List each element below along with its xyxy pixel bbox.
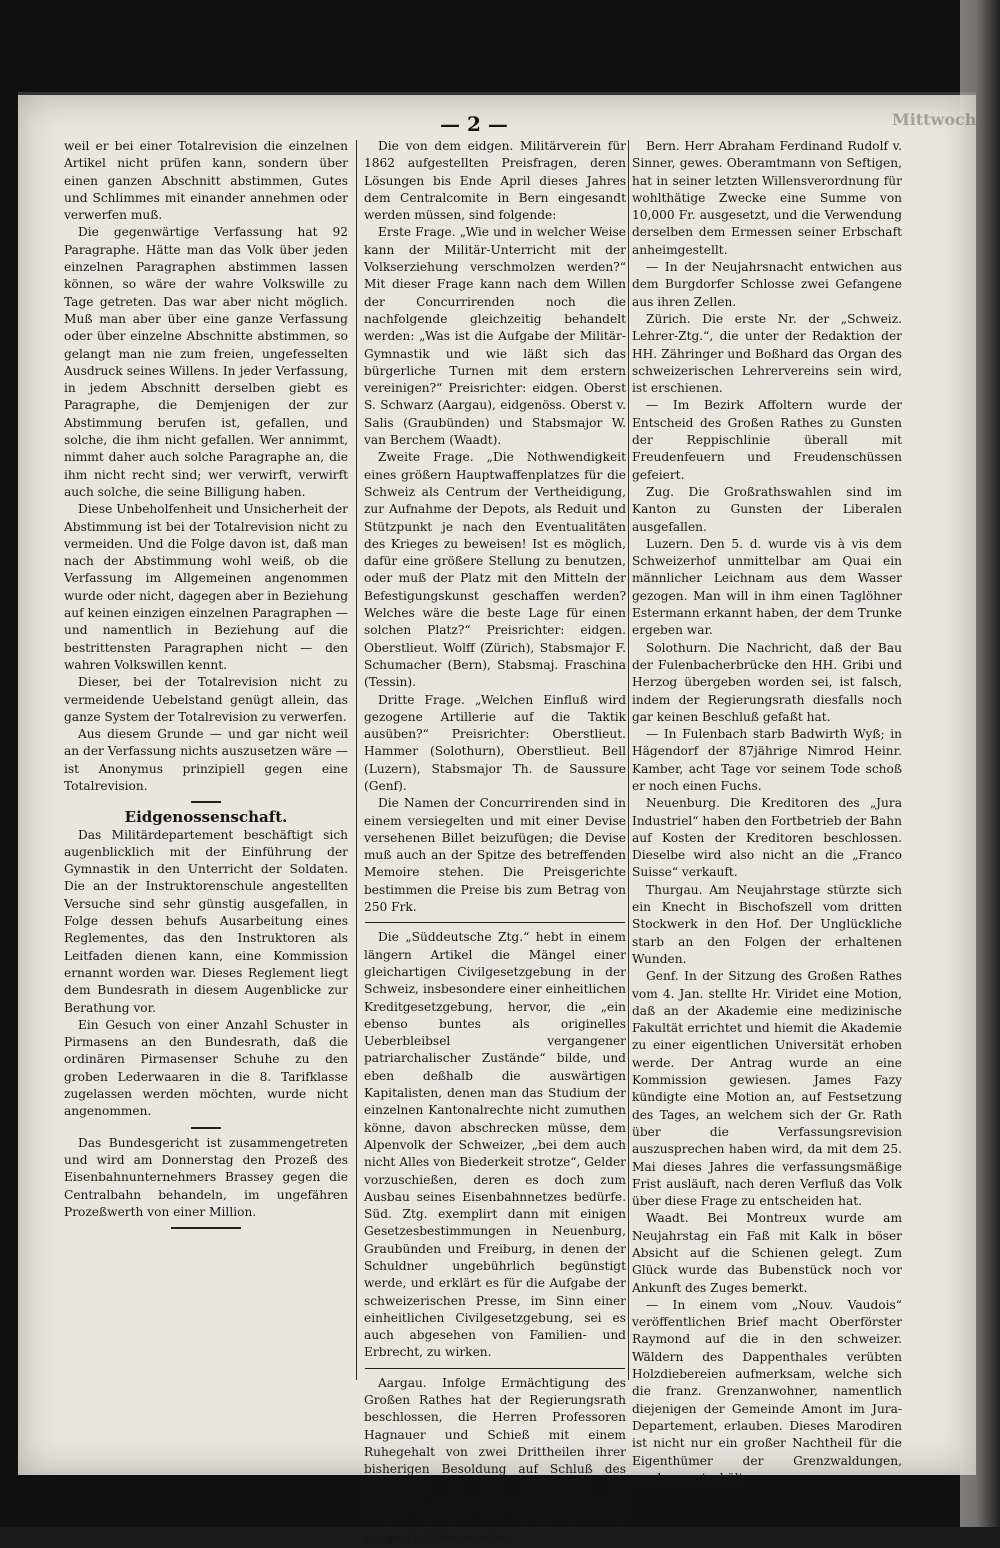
column-2 (364, 138, 626, 1548)
column-3 (632, 138, 902, 1487)
page-number: — 2 — (440, 112, 508, 136)
col1-paragraph: Dieser, bei der Totalrevision nicht zu vermeidende Uebelstand genügt allein, das ganze System der Totalrevision zu verwerfen. (64, 675, 348, 724)
column-rule-right (628, 140, 629, 1380)
divider (191, 801, 221, 803)
section-heading: Eidgenossenschaft. (124, 808, 288, 827)
col2-paragraph: Erste Frage. „Wie und in welcher Weise kann der Militär-Unterricht mit der Volkserziehung verschmolzen werden?“ Mit dieser Frage kann nach dem Willen der Concurrirenden noch die nachfolgende gleichzeitig behandelt werden: „Was ist die Aufgabe der Militär-Gymnastik und wie läßt sich das bürgerliche Turnen mit dem erstern vereinigen?“ Preisrichter: eidgen. Oberst S. Schwarz (Aargau), eidgenöss. Oberst v. Salis (Graubünden) und Stabsmajor W. van Berchem (Waadt). (364, 225, 626, 448)
divider (171, 1227, 241, 1229)
col3-paragraph: Bern. Herr Abraham Ferdinand Rudolf v. Sinner, gewes. Oberamtmann von Seftigen, hat in seiner letzten Willensverordnung für wohlthätige Zwecke eine Summe von 10,000 Fr. ausgesetzt, und die Verwendung derselben dem Ermessen seiner Erbschaft anheimgestellt. (632, 139, 902, 257)
scan-edge (960, 0, 1000, 1527)
col2-paragraph: Aargau. Infolge Ermächtigung des Großen Rathes hat der Regierungsrath beschlossen, die Herren Professoren Hagnauer und Schieß mit einem Ruhegehalt von zwei Drittheilen ihrer bisherigen Besoldung auf Schluß des Schuljahrs in den Ruhestand zu versetzen. Die von denselben versehenen Stellen werden zur Wiederbesetzung ausgeschrieben werden. (364, 1375, 626, 1546)
col1-section-paragraph: Das Militärdepartement beschäftigt sich augenblicklich mit der Einführung der Gymnastik in den Unterricht der Soldaten. Die an der Instruktorenschule angestellten Versuche sind sehr günstig ausgefallen, in Folge dessen behufs Ausarbeitung eines Reglementes, das den Instruktoren als Leitfaden dienen kann, eine Kommission ernannt worden war. Dieses Reglement liegt dem Bundesrath in diesem Augenblicke zur Berathung vor. (64, 827, 348, 1015)
col3-paragraph: Neuenburg. Die Kreditoren des „Jura Industriel“ haben den Fortbetrieb der Bahn auf Kosten der Kreditoren beschlossen. Dieselbe wird also nicht an die „Franco Suisse“ verkauft. (632, 796, 903, 880)
bleed-through-text: Mittwoch (892, 110, 977, 129)
col3-paragraph: — Im Bezirk Affoltern wurde der Entscheid des Großen Rathes zu Gunsten der Reppischlinie überall mit Freudenfeuern und Freudenschüssen gefeiert. (632, 398, 902, 482)
col1-paragraph: Die gegenwärtige Verfassung hat 92 Paragraphe. Hätte man das Volk über jeden einzelnen Paragraphen abstimmen lassen können, so wäre der wahre Volkswille zu Tage getreten. Das war aber nicht möglich. Muß man aber über eine ganze Verfassung oder über einzelne Abschnitte abstimmen, so gelangt man nie zum freien, ungefesselten Ausdruck seines Willens. In jeder Verfassung, in jedem Abschnitt derselben giebt es Paragraphe, die Demjenigen der zur Abstimmung berufen ist, gefallen, und solche, die ihm nicht gefallen. Wer annimmt, nimmt daher auch solche Paragraphe an, die ihm nicht recht sind; wer verwirft, verwirft auch solche, die seine Billigung haben. (64, 225, 348, 499)
col2-paragraph: Zweite Frage. „Die Nothwendigkeit eines größern Hauptwaffenplatzes für die Schweiz als Centrum der Vertheidigung, zur Aufnahme der Depots, als Reduit und Stützpunkt je nach den Eventualitäten des Krieges zu beweisen! Ist es möglich, dafür eine größere Stellung zu benutzen, oder muß der Platz mit den Mitteln der Befestigungskunst geschaffen werden? Welches wäre die beste Lage für einen solchen Platz?“ Preisrichter: eidgen. Oberstlieut. Wolff (Zürich), Stabsmajor F. Schumacher (Bern), Stabsmaj. Fraschina (Tessin). (364, 450, 626, 690)
divider (365, 922, 625, 923)
col3-paragraph: Zürich. Die erste Nr. der „Schweiz. Lehrer-Ztg.“, die unter der Redaktion der HH. Zähringer und Boßhard das Organ des schweizerischen Lehrervereins sein wird, ist erschienen. (632, 311, 902, 396)
col3-paragraph: Solothurn. Die Nachricht, daß der Bau der Fulenbacherbrücke den HH. Gribi und Herzog übergeben worden sei, ist falsch, indem der Regierungsrath diesfalls noch gar keinen Beschluß gefaßt hat. (632, 640, 902, 724)
col3-paragraph: — In Fulenbach starb Badwirth Wyß; in Hägendorf der 87jährige Nimrod Heinr. Kamber, acht Tage vor seinem Tode schoß er noch einen Fuchs. (632, 727, 902, 793)
col3-paragraph: Thurgau. Am Neujahrstage stürzte sich ein Knecht in Bischofszell vom dritten Stockwerk in den Hof. Der Unglückliche starb an den Folgen der erhaltenen Wunden. (632, 882, 902, 966)
col2-paragraph: Die von dem eidgen. Militärverein für 1862 aufgestellten Preisfragen, deren Lösungen bis Ende April dieses Jahres dem Centralcomite in Bern eingesandt werden müssen, sind folgende: (364, 139, 626, 223)
col2-paragraph: Die Namen der Concurrirenden sind in einem versiegelten und mit einer Devise versehenen Billet beizufügen; die Devise muß auch an der Spitze des betreffenden Memoire stehen. Die Preisgerichte bestimmen die Preise bis zum Betrag von 250 Frk. (364, 796, 626, 915)
col1-paragraph: weil er bei einer Totalrevision die einzelnen Artikel nicht prüfen kann, sondern über einen ganzen Abschnitt abstimmen, Gutes und Schlimmes mit einander annehmen oder verwerfen muß. (64, 139, 348, 223)
col3-paragraph: — In der Neujahrsnacht entwichen aus dem Burgdorfer Schlosse zwei Gefangene aus ihren Zellen. (632, 260, 902, 309)
col3-paragraph: Luzern. Den 5. d. wurde vis à vis dem Schweizerhof unmittelbar am Quai ein männlicher Leichnam aus dem Wasser gezogen. Man will in ihm einen Taglöhner Estermann erkannt haben, der dem Trunke ergeben war. (632, 536, 902, 638)
divider (191, 1127, 221, 1129)
col1-paragraph: Diese Unbeholfenheit und Unsicherheit der Abstimmung ist bei der Totalrevision nicht zu vermeiden. Und die Folge davon ist, daß man nach der Abstimmung wohl weiß, ob die Verfassung im Allgemeinen angenommen wurde oder nicht, dagegen aber in Beziehung auf keinen einzigen einzelnen Paragraphen — und namentlich in Beziehung auf die bestrittensten Paragraphen nicht — den wahren Volkswillen kennt. (64, 502, 348, 672)
col1-paragraph: Aus diesem Grunde — und gar nicht weil an der Verfassung nichts auszusetzen wäre — ist Anonymus prinzipiell gegen eine Totalrevision. (64, 727, 348, 793)
col2-paragraph: Die „Süddeutsche Ztg.“ hebt in einem längern Artikel die Mängel einer gleichartigen Civilgesetzgebung in der Schweiz, insbesondere einer einheitlichen Kreditgesetzgebung, hervor, die „ein ebenso buntes als originelles Ueberbleibsel vergangener patriarchalischer Zustände“ bilde, und eben deßhalb die auswärtigen Kapitalisten, denen man das Studium der einzelnen Kantonalrechte nicht zumuthen könne, davon abschrecken müsse, dem Alpenvolk der Schweizer, „bei dem auch nicht Alles von Biederkeit strotze“, Gelder vorzuschießen, deren es doch zum Ausbau seines Eisenbahnnetzes bedürfe. Süd. Ztg. exemplirt dann mit einigen Gesetzesbestimmungen in Neuenburg, Graubünden und Freiburg, in denen der Schuldner ungebührlich begünstigt werde, und erklärt es für die Aufgabe der schweizerischen Presse, im Sinn einer einheitlichen Civilgesetzgebung, sei es auch abgesehen von Familien- und Erbrecht, zu wirken. (364, 930, 626, 1360)
col1-section-paragraph: Das Bundesgericht ist zusammengetreten und wird am Donnerstag den Prozeß des Eisenbahnunternehmers Brassey gegen die Centralbahn behandeln, im ungefähren Prozeßwerth von einer Million. (64, 1135, 348, 1219)
col3-paragraph: Zug. Die Großrathswahlen sind im Kanton zu Gunsten der Liberalen ausgefallen. (632, 484, 902, 534)
col3-paragraph: Genf. In der Sitzung des Großen Rathes vom 4. Jan. stellte Hr. Viridet eine Motion, daß an der Akademie eine medizinische Fakultät errichtet und hiemit die Akademie zu einer eigentlichen Universität erhoben werde. Der Antrag wurde an eine Kommission gewiesen. James Fazy kündigte eine Motion an, auf Festsetzung des Tages, an welchem sich der Gr. Rath über die Verfassungsrevision auszusprechen haben wird, da mit dem 25. Mai dieses Jahres die verfassungsmäßige Frist ausläuft, nach deren Verfluß das Volk über diese Frage zu entscheiden hat. (632, 969, 902, 1209)
col2-paragraph: Dritte Frage. „Welchen Einfluß wird gezogene Artillerie auf die Taktik ausüben?“ Preisrichter: Oberstlieut. Hammer (Solothurn), Oberstlieut. Bell (Luzern), Stabsmajor Th. de Saussure (Genf). (364, 692, 626, 793)
divider (365, 1368, 625, 1369)
col3-paragraph: — In einem vom „Nouv. Vaudois“ veröffentlichen Brief macht Oberförster Raymond auf die in den schweizer. Wäldern des Dappenthales verübten Holzdiebereien aufmerksam, welche sich die franz. Grenzanwohner, namentlich diejenigen der Gemeinde Amont im Jura-Departement, erlauben. Dieses Marodiren ist nicht nur ein großer Nachtheil für die Eigenthümer der Grenzwaldungen, sondern unterhält (632, 1297, 902, 1485)
col3-paragraph: Waadt. Bei Montreux wurde am Neujahrstag ein Faß mit Kalk in böser Absicht auf die Schienen gelegt. Zum Glück wurde das Bubenstück noch vor Ankunft des Zuges bemerkt. (632, 1211, 902, 1295)
column-1 (64, 138, 348, 1235)
col1-section-paragraph: Ein Gesuch von einer Anzahl Schuster in Pirmasens an den Bundesrath, daß die ordinären Pirmasenser Schuhe zu den groben Lederwaaren in die 8. Tarifklasse zugelassen werden möchten, wurde nicht angenommen. (64, 1017, 348, 1119)
column-rule-left (356, 140, 357, 1380)
